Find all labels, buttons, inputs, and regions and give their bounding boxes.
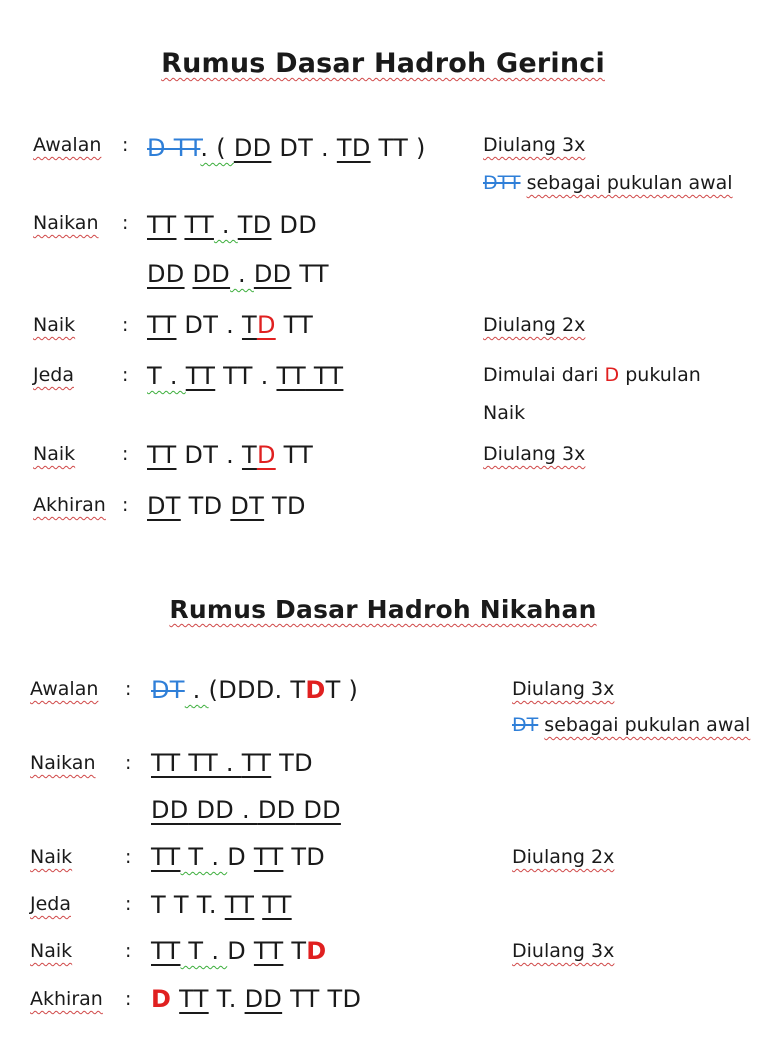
awalan-pattern: DT . (DDD. TDT )	[151, 676, 359, 704]
colon: :	[125, 988, 132, 1010]
naikan-pattern-line2: DD DD . DD TT	[147, 260, 329, 288]
colon: :	[122, 364, 129, 386]
naik-pattern: TT DT . TD TT	[147, 311, 314, 339]
colon: :	[122, 314, 129, 336]
naik-label: Naik	[30, 846, 73, 868]
jeda-pattern: T T T. TT TT	[151, 891, 292, 919]
awalan-note-2: DT sebagai pukulan awal	[512, 714, 751, 736]
awalan-note-2: DTT sebagai pukulan awal	[483, 172, 733, 194]
jeda-note: Dimulai dari D pukulan	[483, 364, 701, 386]
awalan-label: Awalan	[30, 678, 99, 700]
naikan-pattern-line2: DD DD . DD DD	[151, 796, 341, 824]
akhiran-label: Akhiran	[30, 988, 103, 1010]
awalan-note: Diulang 3x	[483, 134, 586, 156]
naik-pattern: TT T . D TT TD	[151, 843, 326, 871]
colon: :	[125, 752, 132, 774]
awalan-pattern: D TT. ( DD DT . TD TT )	[147, 134, 426, 162]
naikan-pattern-line1: TT TT . TT TD	[151, 749, 313, 777]
jeda-label: Jeda	[30, 893, 71, 915]
naik-pattern: TT DT . TD TT	[147, 441, 314, 469]
awalan-struck-beat: D TT	[147, 134, 201, 162]
naikan-label: Naikan	[30, 752, 96, 774]
colon: :	[122, 443, 129, 465]
naik-pattern: TT T . D TT TD	[151, 937, 327, 965]
naikan-label: Naikan	[33, 212, 99, 234]
jeda-label: Jeda	[33, 364, 74, 386]
colon: :	[122, 212, 129, 234]
naik-note: Diulang 2x	[512, 846, 615, 868]
colon: :	[122, 134, 129, 156]
naik-note: Diulang 2x	[483, 314, 586, 336]
naik-note: Diulang 3x	[512, 940, 615, 962]
section1-title: Rumus Dasar Hadroh Gerinci	[161, 48, 605, 79]
naik-label: Naik	[33, 314, 76, 336]
akhiran-pattern: D TT T. DD TT TD	[151, 985, 362, 1013]
colon: :	[125, 678, 132, 700]
naik-label: Naik	[33, 443, 76, 465]
jeda-note-2: Naik	[483, 402, 526, 424]
awalan-label: Awalan	[33, 134, 102, 156]
naik-label: Naik	[30, 940, 73, 962]
akhiran-pattern: DT TD DT TD	[147, 492, 306, 520]
colon: :	[125, 846, 132, 868]
jeda-pattern: T . TT TT . TT TT	[147, 362, 344, 390]
colon: :	[125, 893, 132, 915]
naik-note: Diulang 3x	[483, 443, 586, 465]
section2-title: Rumus Dasar Hadroh Nikahan	[169, 595, 597, 624]
colon: :	[122, 494, 129, 516]
naikan-pattern-line1: TT TT . TD DD	[147, 211, 317, 239]
colon: :	[125, 940, 132, 962]
awalan-note: Diulang 3x	[512, 678, 615, 700]
akhiran-label: Akhiran	[33, 494, 106, 516]
